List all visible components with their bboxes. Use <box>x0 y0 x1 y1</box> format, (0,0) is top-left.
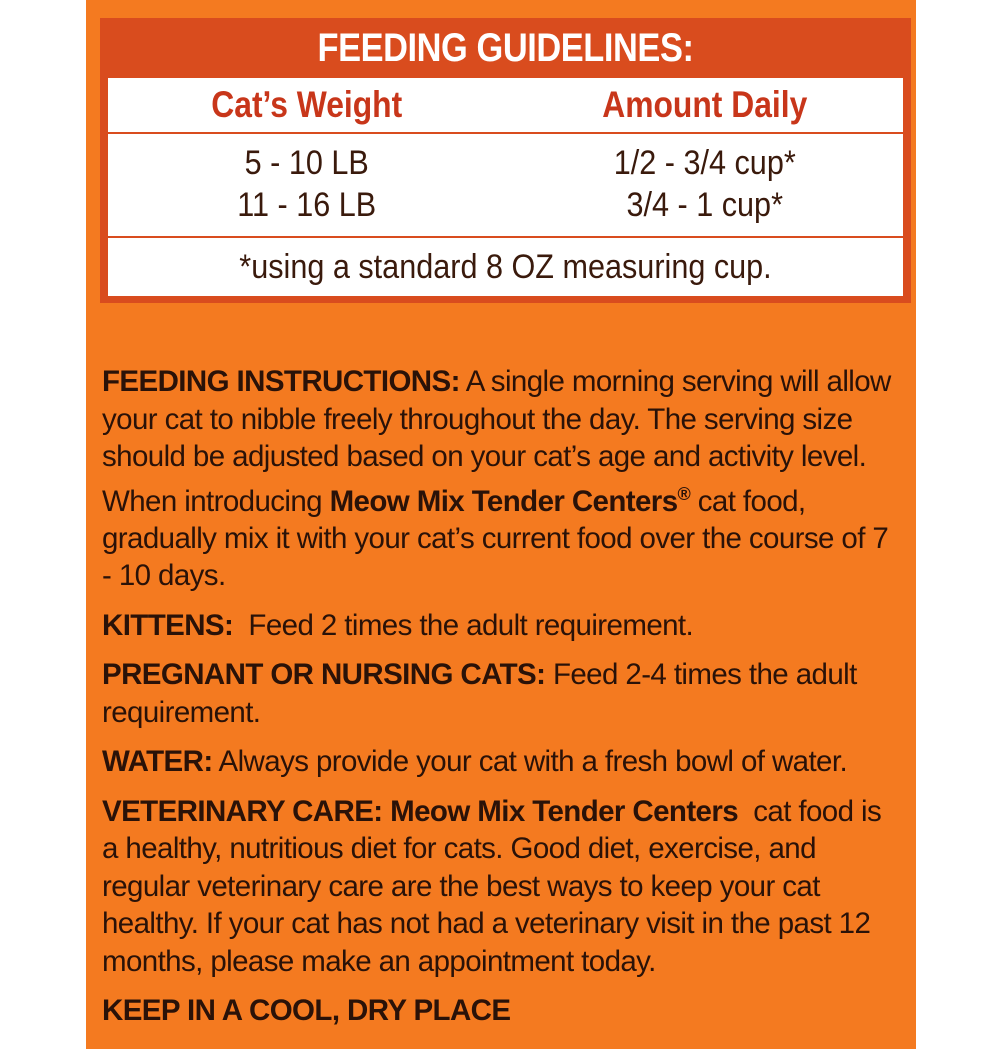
water-label: WATER: <box>102 745 213 779</box>
kittens-text: Feed 2 times the adult requirement. <box>233 608 694 642</box>
brand-name: Meow Mix Tender Centers <box>329 484 678 518</box>
feeding-instructions-text-2: cat food, gradually mix it with your cat’s current food over the course of 7 - 10 days. <box>102 484 889 593</box>
water-paragraph <box>102 743 902 781</box>
table-row <box>108 184 903 226</box>
veterinary-paragraph <box>102 793 902 981</box>
guidelines-title: FEEDING GUIDELINES: <box>317 26 694 70</box>
pregnant-paragraph <box>102 656 902 731</box>
weight-cell: 5 - 10 LB <box>244 144 369 182</box>
kittens-paragraph <box>102 607 902 645</box>
feeding-instructions-text-1: A single morning serving will allow your cat to nibble freely throughout the day. The serving size should be adjusted based on your cat’s age and activity level. When introducing <box>102 365 891 518</box>
guidelines-table <box>108 78 903 296</box>
registered-mark: ® <box>677 483 691 504</box>
instructions-text <box>102 363 902 1030</box>
storage-instruction: KEEP IN A COOL, DRY PLACE <box>102 994 511 1028</box>
column-header-amount: Amount Daily <box>601 84 807 125</box>
feeding-instructions-paragraph <box>102 363 902 595</box>
package-panel <box>86 0 916 1049</box>
feeding-instructions-label: FEEDING INSTRUCTIONS: <box>102 365 460 398</box>
veterinary-brand-name: Meow Mix Tender Centers <box>382 794 739 828</box>
water-text: Always provide your cat with a fresh bowl of water. <box>212 745 848 779</box>
feeding-guidelines-box <box>100 18 911 303</box>
table-header-row <box>108 78 903 134</box>
kittens-label: KITTENS: <box>102 608 234 642</box>
veterinary-label: VETERINARY CARE: <box>102 794 383 828</box>
pregnant-text: Feed 2-4 times the adult requirement. <box>102 658 857 729</box>
measuring-cup-footnote: *using a standard 8 OZ measuring cup. <box>239 248 772 286</box>
weight-cell: 11 - 16 LB <box>237 186 377 224</box>
pregnant-label: PREGNANT OR NURSING CATS: <box>102 658 546 692</box>
amount-cell: 1/2 - 3/4 cup* <box>613 144 796 182</box>
veterinary-text: cat food is a healthy, nutritious diet for cats. Good diet, exercise, and regular veterinary care are the best ways to keep your cat healthy. If your cat has not had a veterinary visit in the past 12 months, please make an appointment today. <box>102 794 889 978</box>
table-body <box>108 134 903 238</box>
amount-cell: 3/4 - 1 cup* <box>625 186 783 224</box>
table-row <box>108 142 903 184</box>
column-header-weight: Cat’s Weight <box>211 84 403 125</box>
